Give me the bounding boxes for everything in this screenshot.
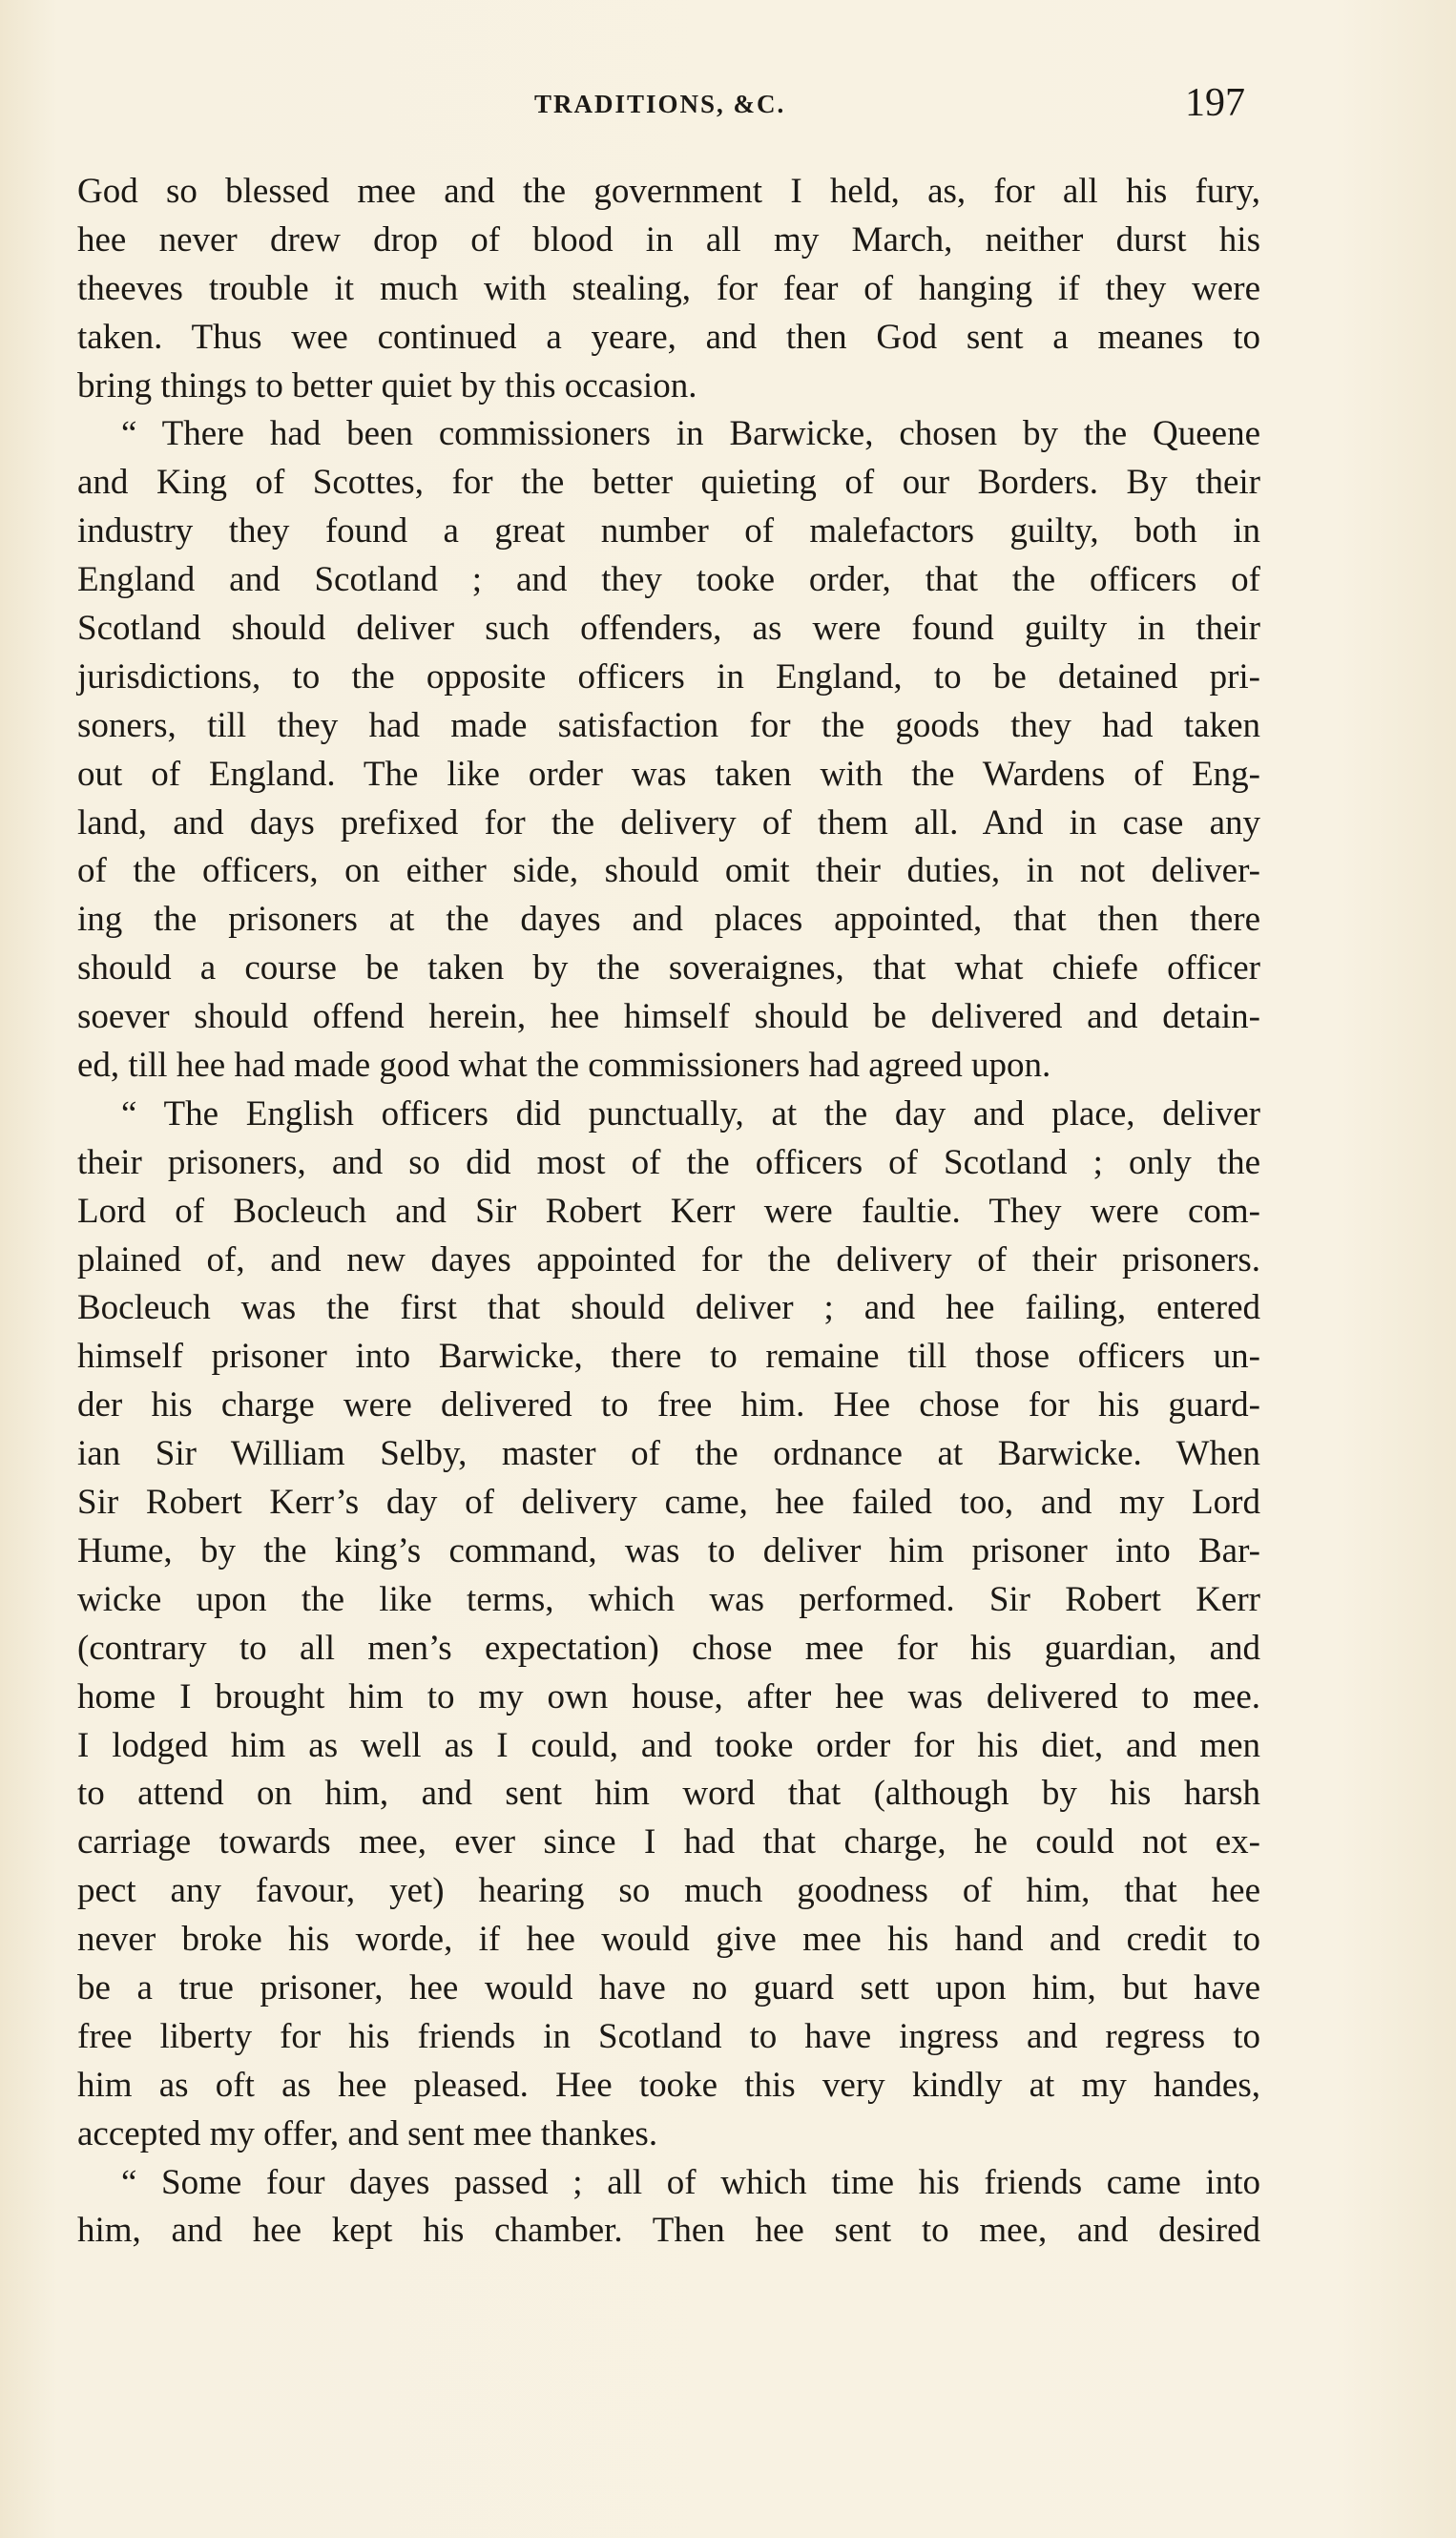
text-line: plained of, and new dayes appointed for the delivery of their prisoners. (77, 1239, 1260, 1279)
body-text (77, 168, 1260, 2256)
text-line: home I brought him to my own house, after hee was delivered to mee. (77, 1676, 1260, 1716)
text-line: should a course be taken by the soveraignes, that what chiefe officer (77, 948, 1260, 988)
text-line: be a true prisoner, hee would have no guard sett upon him, but have (77, 1967, 1260, 2008)
text-line: carriage towards mee, ever since I had that charge, he could not ex- (77, 1822, 1260, 1862)
text-line: Hume, by the king’s command, was to deliver him prisoner into Bar- (77, 1530, 1260, 1571)
text-line: Lord of Bocleuch and Sir Robert Kerr were faultie. They were com- (77, 1191, 1260, 1231)
text-line: Scotland should deliver such offenders, as were found guilty in their (77, 609, 1260, 649)
text-line: jurisdictions, to the opposite officers in England, to be detained pri- (77, 656, 1260, 697)
text-line: never broke his worde, if hee would give mee his hand and credit to (77, 1920, 1260, 1960)
text-line: accepted my offer, and sent mee thankes. (77, 2113, 658, 2153)
text-line: Bocleuch was the first that should deliver ; and hee failing, entered (77, 1288, 1260, 1328)
text-line: ing the prisoners at the dayes and places appointed, that then there (77, 900, 1260, 940)
text-line: him as oft as hee pleased. Hee tooke this very kindly at my handes, (77, 2065, 1260, 2105)
text-line: and King of Scottes, for the better quieting of our Borders. By their (77, 463, 1260, 503)
text-line: “ There had been commissioners in Barwicke, chosen by the Queene (121, 414, 1260, 454)
text-line: him, and hee kept his chamber. Then hee sent to mee, and desired (77, 2211, 1260, 2251)
text-line: himself prisoner into Barwicke, there to remaine till those officers un- (77, 1337, 1260, 1377)
running-head: TRADITIONS, &C. (534, 90, 786, 118)
page-number: 197 (1185, 81, 1245, 125)
text-line: ian Sir William Selby, master of the ordnance at Barwicke. When (77, 1434, 1260, 1474)
text-line: soever should offend herein, hee himself should be delivered and detain- (77, 997, 1260, 1037)
text-line: “ The English officers did punctually, at the day and place, deliver (121, 1093, 1260, 1134)
text-line: to attend on him, and sent him word that (although by his harsh (77, 1774, 1260, 1814)
text-line: “ Some four dayes passed ; all of which time his friends came into (121, 2162, 1260, 2202)
text-line: I lodged him as well as I could, and tooke order for his diet, and men (77, 1725, 1260, 1765)
text-line: bring things to better quiet by this occasion. (77, 365, 697, 406)
text-line: wicke upon the like terms, which was performed. Sir Robert Kerr (77, 1579, 1260, 1619)
text-line: industry they found a great number of malefactors guilty, both in (77, 511, 1260, 551)
text-line: taken. Thus wee continued a yeare, and then God sent a meanes to (77, 317, 1260, 357)
text-line: der his charge were delivered to free him. Hee chose for his guard- (77, 1385, 1260, 1425)
text-line: land, and days prefixed for the delivery of them all. And in case any (77, 802, 1260, 843)
text-line: their prisoners, and so did most of the officers of Scotland ; only the (77, 1142, 1260, 1182)
text-line: England and Scotland ; and they tooke order, that the officers of (77, 560, 1260, 600)
text-line: pect any favour, yet) hearing so much goodness of him, that hee (77, 1871, 1260, 1911)
text-line: ed, till hee had made good what the commissioners had agreed upon. (77, 1046, 1051, 1086)
text-line: Sir Robert Kerr’s day of delivery came, hee failed too, and my Lord (77, 1483, 1260, 1523)
text-line: free liberty for his friends in Scotland to have ingress and regress to (77, 2016, 1260, 2056)
text-line: God so blessed mee and the government I held, as, for all his fury, (77, 172, 1260, 211)
text-line: of the officers, on either side, should omit their duties, in not deliver- (77, 851, 1260, 891)
text-line: hee never drew drop of blood in all my March, neither durst his (77, 219, 1260, 260)
text-line: theeves trouble it much with stealing, for fear of hanging if they were (77, 268, 1260, 308)
text-line: soners, till they had made satisfaction for the goods they had taken (77, 705, 1260, 745)
text-line: (contrary to all men’s expectation) chose mee for his guardian, and (77, 1628, 1260, 1668)
text-line: out of England. The like order was taken with the Wardens of Eng- (77, 754, 1260, 794)
